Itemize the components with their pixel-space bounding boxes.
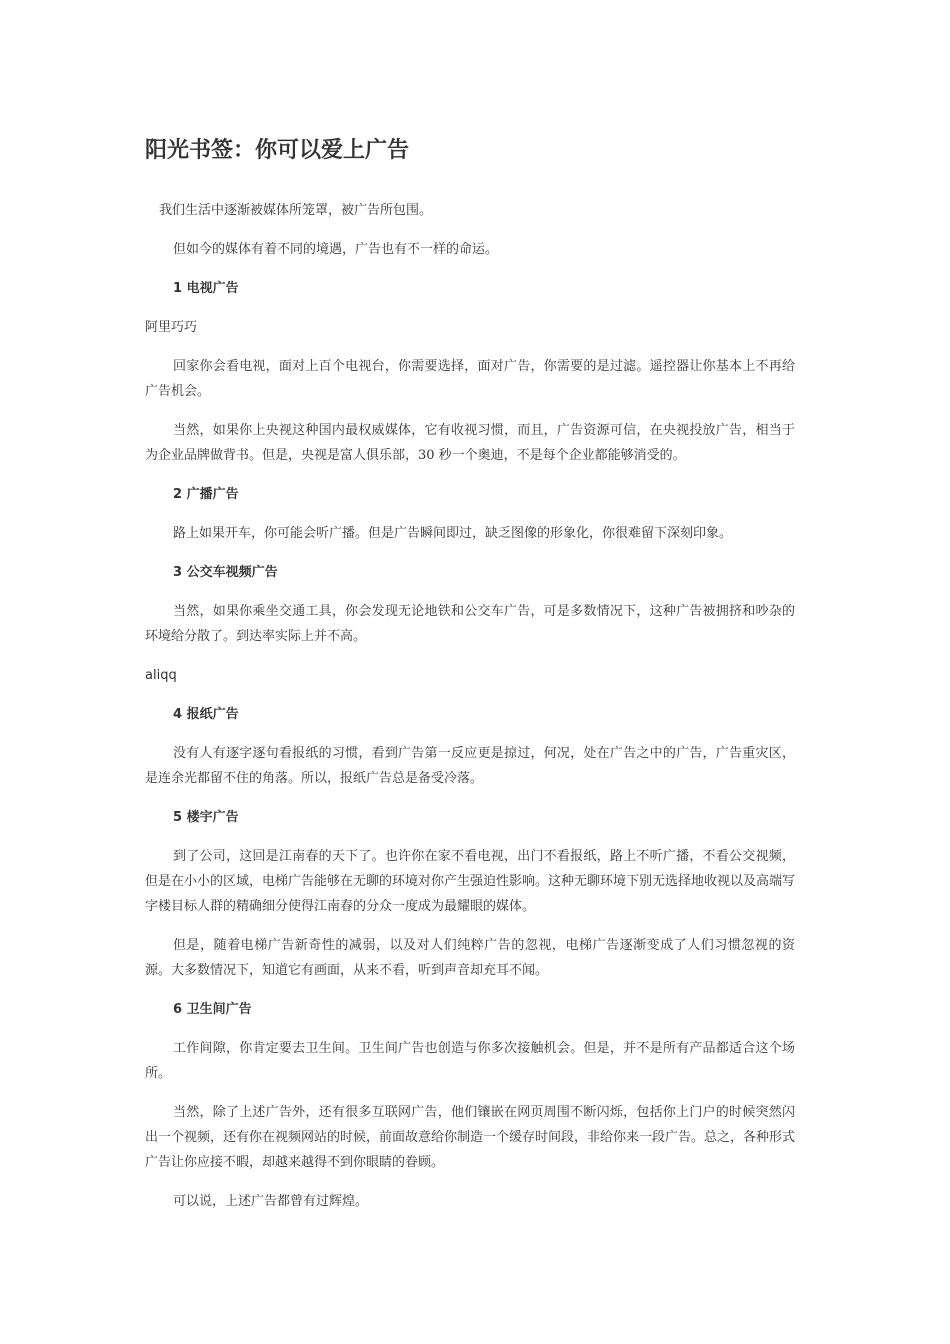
section-heading-tv: 1 电视广告 [173,281,239,296]
intro-paragraph-2: 但如今的媒体有着不同的境遇，广告也有不一样的命运。 [173,242,499,257]
section-note-aliqiaoqiao: 阿里巧巧 [145,320,198,335]
section-tv-paragraph-2: 当然，如果你上央视这种国内最权威媒体，它有收视习惯，而且，广告资源可信，在央视投放广告，相当于为企业品牌做背书。但是，央视是富人俱乐部，30 秒一个奥迪，不是每个企业都能够消受的。 [145,423,795,463]
section-note-aliqq: aliqq [145,668,177,683]
section-heading-building: 5 楼宇广告 [173,810,239,825]
section-radio-paragraph-1: 路上如果开车，你可能会听广播。但是广告瞬间即过，缺乏图像的形象化，你很难留下深刻印象。 [173,526,733,541]
section-restroom-paragraph-1: 工作间隙，你肯定要去卫生间。卫生间广告也创造与你多次接触机会。但是，并不是所有产品都适合这个场所。 [145,1041,795,1081]
section-bus-paragraph-1: 当然，如果你乘坐交通工具，你会发现无论地铁和公交车广告，可是多数情况下，这种广告被拥挤和吵杂的环境给分散了。到达率实际上并不高。 [145,604,795,644]
section-restroom-paragraph-3: 可以说，上述广告都曾有过辉煌。 [173,1194,369,1209]
section-tv-paragraph-1: 回家你会看电视，面对上百个电视台，你需要选择，面对广告，你需要的是过滤。遥控器让你基本上不再给广告机会。 [145,359,795,399]
section-building-paragraph-1: 到了公司，这回是江南春的天下了。也许你在家不看电视，出门不看报纸，路上不听广播，不看公交视频，但是在小小的区域，电梯广告能够在无聊的环境对你产生强迫性影响。这种无聊环境下别无选择地收视以及高端写字楼目标人群的精确细分使得江南春的分众一度成为最耀眼的媒体。 [145,849,796,914]
section-heading-radio: 2 广播广告 [173,487,239,502]
section-heading-newspaper: 4 报纸广告 [173,707,239,722]
section-building-paragraph-2: 但是，随着电梯广告新奇性的减弱，以及对人们纯粹广告的忽视，电梯广告逐渐变成了人们习惯忽视的资源。大多数情况下，知道它有画面，从来不看，听到声音却充耳不闻。 [145,938,795,978]
section-restroom-paragraph-2: 当然，除了上述广告外，还有很多互联网广告，他们镶嵌在网页周围不断闪烁，包括你上门户的时候突然闪出一个视频，还有你在视频网站的时候，前面故意给你制造一个缓存时间段，非给你来一段广告。总之，各种形式广告让你应接不暇，却越来越得不到你眼睛的眷顾。 [145,1105,796,1170]
article-title: 阳光书签：你可以爱上广告 [145,138,410,163]
section-heading-restroom: 6 卫生间广告 [173,1002,252,1017]
intro-paragraph-1: 我们生活中逐渐被媒体所笼罩，被广告所包围。 [159,203,433,218]
section-newspaper-paragraph-1: 没有人有逐字逐句看报纸的习惯，看到广告第一反应更是掠过，何况，处在广告之中的广告，广告重灾区，是连余光都留不住的角落。所以，报纸广告总是备受冷落。 [145,746,795,786]
section-heading-bus-video: 3 公交车视频广告 [173,565,278,580]
document-page [145,132,795,1228]
